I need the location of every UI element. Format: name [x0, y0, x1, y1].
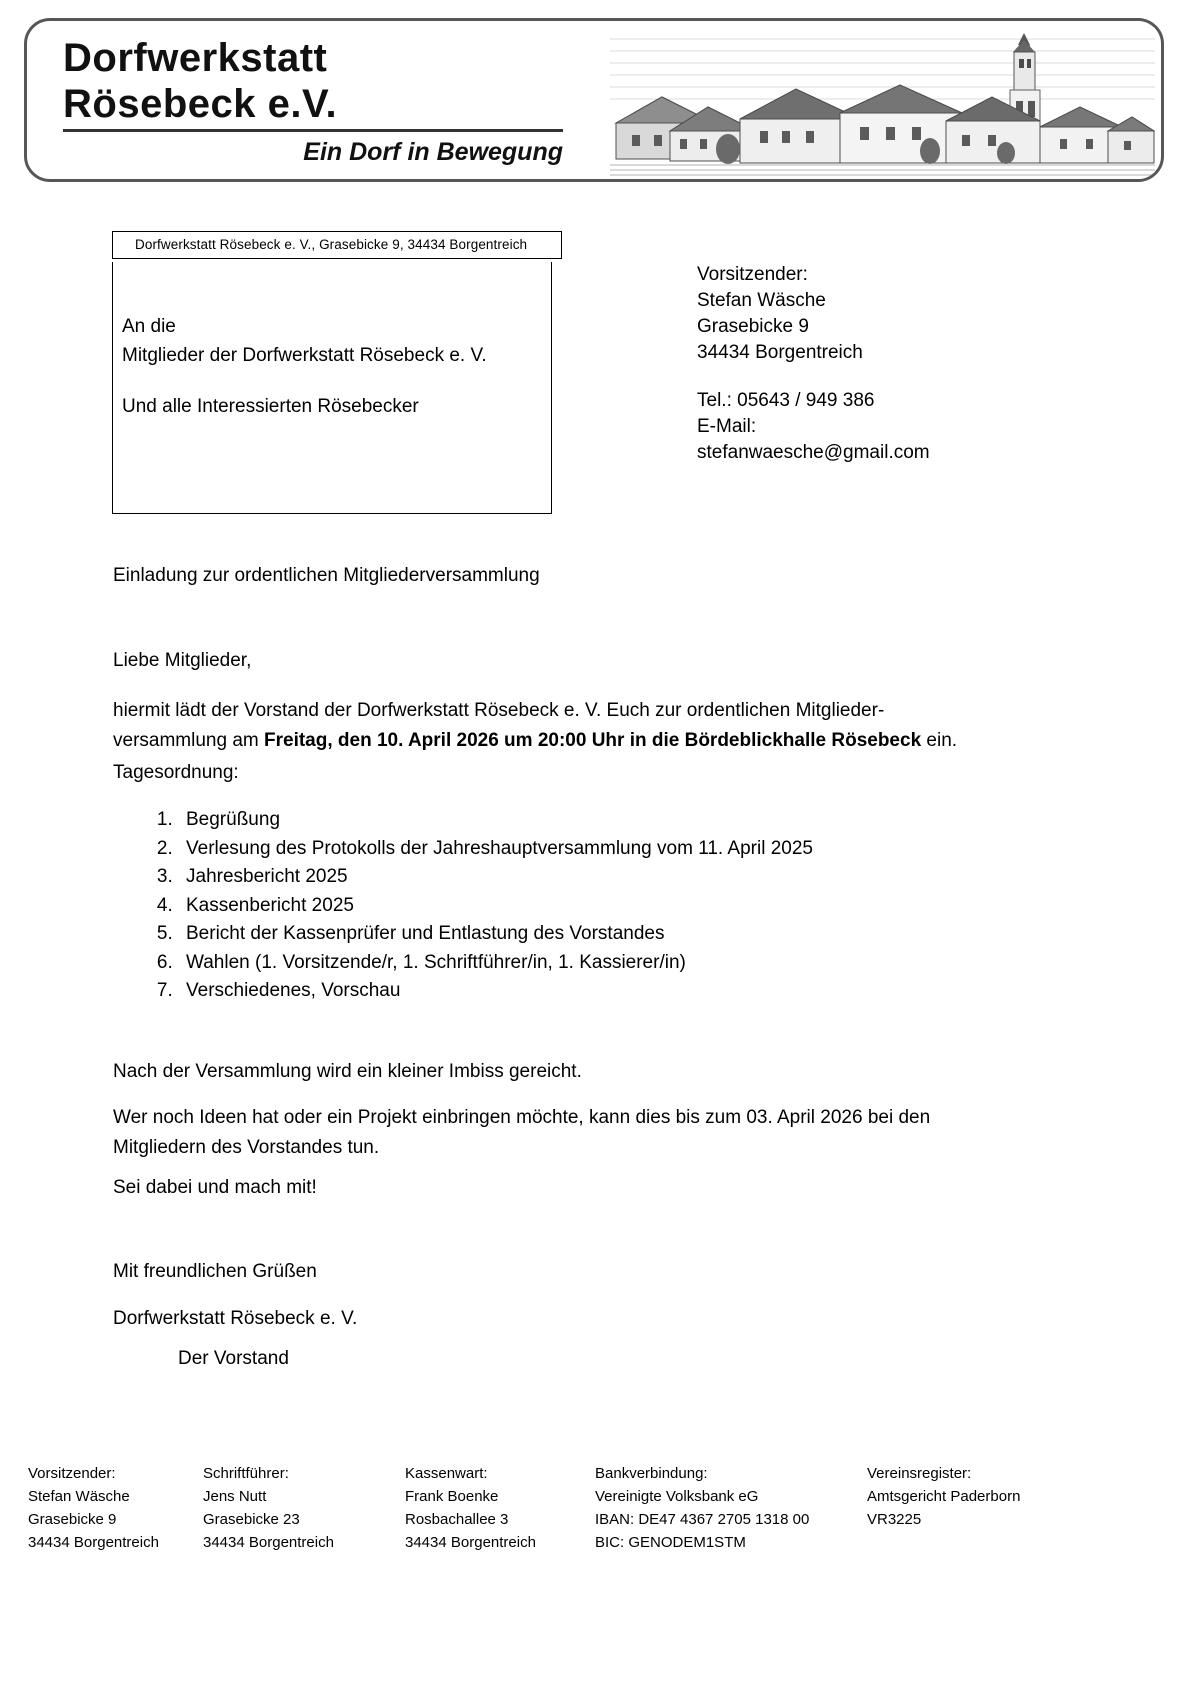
footer-title: Vorsitzender: [28, 1465, 116, 1482]
contact-name: Stefan Wäsche [697, 290, 826, 311]
village-engraving-svg [610, 27, 1155, 179]
recipient-line-2: Mitglieder der Dorfwerkstatt Rösebeck e. V. [122, 345, 487, 366]
contact-spacer [697, 366, 930, 388]
footer-line: 34434 Borgentreich [203, 1534, 334, 1551]
letter-paragraph-snack: Nach der Versammlung wird ein kleiner Imbiss gereicht. [113, 1061, 582, 1082]
footer-line: BIC: GENODEM1STM [595, 1534, 746, 1551]
contact-role: Vorsitzender: [697, 264, 808, 285]
return-address-line: Dorfwerkstatt Rösebeck e. V., Grasebicke 9, 34434 Borgentreich [112, 231, 562, 259]
logo-divider [63, 129, 563, 132]
contact-email-label: E-Mail: [697, 416, 757, 437]
agenda-item: 7. Verschiedenes, Vorschau [178, 977, 1078, 1006]
footer-line: Vereinigte Volksbank eG [595, 1488, 759, 1505]
org-slogan: Ein Dorf in Bewegung [303, 138, 563, 166]
village-panorama-image [610, 27, 1155, 179]
footer-title: Schriftführer: [203, 1465, 289, 1482]
contact-block [697, 262, 930, 466]
letter-paragraph-callout: Sei dabei und mach mit! [113, 1177, 317, 1198]
letter-closing-org: Dorfwerkstatt Rösebeck e. V. [113, 1308, 358, 1329]
footer-column-register [867, 1462, 1097, 1554]
footer-line: Amtsgericht Paderborn [867, 1488, 1021, 1505]
intro-text-prefix: hiermit lädt der Vorstand der Dorfwerkstatt Rösebeck e. V. Euch zur ordentlichen Mitglieder-versammlung am [113, 700, 885, 751]
agenda-item: 4. Kassenbericht 2025 [178, 892, 1078, 921]
footer-line: IBAN: DE47 4367 2705 1318 00 [595, 1511, 810, 1528]
recipient-line-3: Und alle Interessierten Rösebecker [122, 396, 419, 417]
footer-column-treasurer [405, 1462, 595, 1554]
footer-column-secretary [203, 1462, 405, 1554]
contact-email: stefanwaesche@gmail.com [697, 442, 930, 463]
footer-column-bank [595, 1462, 867, 1554]
footer-line: 34434 Borgentreich [28, 1534, 159, 1551]
intro-text-highlight: Freitag, den 10. April 2026 um 20:00 Uhr in die Bördeblickhalle Rösebeck [264, 730, 922, 751]
letter-subject: Einladung zur ordentlichen Mitgliederversammlung [113, 565, 540, 586]
footer-line: Stefan Wäsche [28, 1488, 130, 1505]
address-window-frame [112, 262, 552, 514]
footer-title: Kassenwart: [405, 1465, 488, 1482]
letter-paragraph-ideas: Wer noch Ideen hat oder ein Projekt einbringen möchte, kann dies bis zum 03. April 2026 bei den Mitgliedern des Vorstandes tun. [113, 1107, 931, 1158]
footer-line: Grasebicke 23 [203, 1511, 300, 1528]
contact-street: Grasebicke 9 [697, 316, 809, 337]
contact-phone: Tel.: 05643 / 949 386 [697, 390, 875, 411]
footer-line: VR3225 [867, 1511, 922, 1528]
footer-title: Vereinsregister: [867, 1465, 972, 1482]
footer-line: Grasebicke 9 [28, 1511, 117, 1528]
agenda-item: 1. Begrüßung [178, 806, 1078, 835]
recipient-address-secondary [122, 392, 419, 421]
letter-salutation: Liebe Mitglieder, [113, 650, 252, 671]
page-footer [28, 1462, 1178, 1554]
recipient-address [122, 312, 487, 370]
footer-title: Bankverbindung: [595, 1465, 708, 1482]
org-name-line2: Rösebeck e.V. [63, 82, 338, 126]
org-name-line1: Dorfwerkstatt [63, 36, 328, 80]
agenda-heading: Tagesordnung: [113, 762, 239, 783]
footer-line: Frank Boenke [405, 1488, 499, 1505]
organization-logo [63, 35, 583, 167]
footer-column-chairman [28, 1462, 203, 1554]
recipient-line-1: An die [122, 316, 176, 337]
agenda-item: 6. Wahlen (1. Vorsitzende/r, 1. Schriftführer/in, 1. Kassierer/in) [178, 949, 1078, 978]
agenda-item: 3. Jahresbericht 2025 [178, 863, 1078, 892]
footer-line: 34434 Borgentreich [405, 1534, 536, 1551]
letter-closing-board: Der Vorstand [178, 1348, 289, 1369]
contact-city: 34434 Borgentreich [697, 342, 863, 363]
intro-text-suffix: ein. [921, 730, 958, 751]
agenda-item: 5. Bericht der Kassenprüfer und Entlastung des Vorstandes [178, 920, 1078, 949]
agenda-list [113, 806, 1078, 1006]
letter-paragraph-intro [113, 696, 963, 756]
footer-line: Jens Nutt [203, 1488, 267, 1505]
letterhead-box [24, 18, 1164, 182]
agenda-item: 2. Verlesung des Protokolls der Jahreshauptversammlung vom 11. April 2025 [178, 835, 1078, 864]
footer-line: Rosbachallee 3 [405, 1511, 509, 1528]
letter-closing-greeting: Mit freundlichen Grüßen [113, 1261, 317, 1282]
